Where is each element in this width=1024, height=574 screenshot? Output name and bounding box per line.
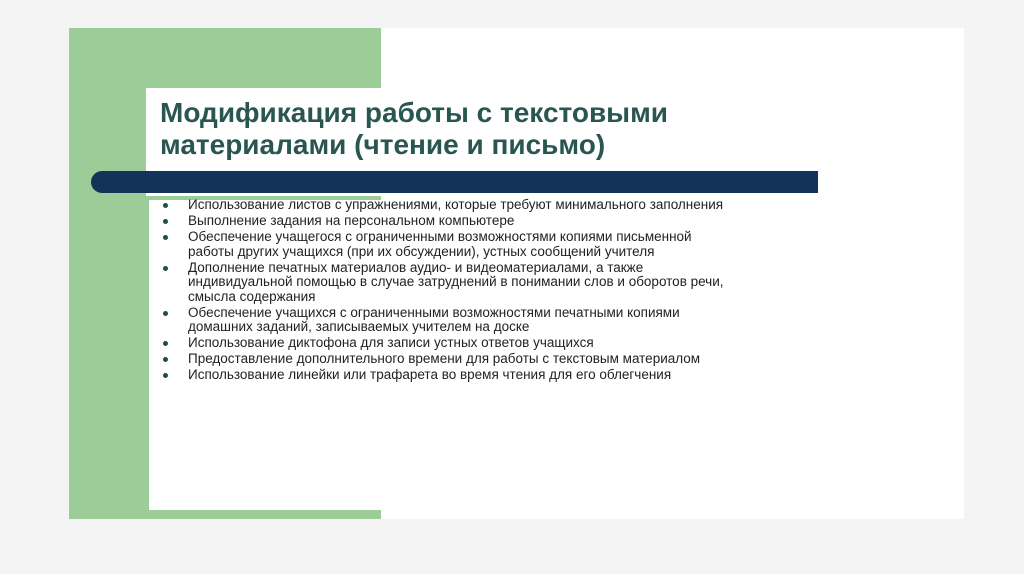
bullet-item	[159, 306, 899, 335]
bullet-item	[159, 230, 899, 259]
bullet-text-line: смысла содержания	[188, 288, 316, 304]
bullet-text-line: домашних заданий, записываемых учителем на доске	[188, 319, 530, 334]
bullet-text-line: Использование диктофона для записи устных ответов учащихся	[188, 335, 594, 350]
bullet-dot-icon	[163, 373, 168, 378]
bullet-dot-icon	[163, 357, 168, 362]
bullet-item	[159, 352, 899, 367]
bullet-item	[159, 368, 899, 383]
bullet-item	[159, 336, 899, 351]
bullet-text-line: работы других учащихся (при их обсуждении), устных сообщений учителя	[188, 243, 655, 259]
bullet-text-line: индивидуальной помощью в случае затруднений в понимании слов и оборотов речи,	[188, 274, 724, 289]
bullet-item	[159, 198, 899, 213]
bullet-dot-icon	[163, 203, 168, 208]
bullet-list	[159, 198, 899, 384]
bullet-item	[159, 261, 899, 305]
bullet-dot-icon	[163, 341, 168, 346]
bullet-text-line: Обеспечение учащихся с ограниченными возможностями печатными копиями	[188, 304, 680, 320]
bullet-text-line: Предоставление дополнительного времени для работы с текстовым материалом	[188, 351, 701, 366]
bullet-text-line: Использование линейки или трафарета во время чтения для его облегчения	[188, 367, 672, 382]
slide-title-line-1: Модификация работы с текстовыми	[160, 97, 669, 128]
bullet-dot-icon	[163, 311, 168, 316]
bullet-text-line: Выполнение задания на персональном компьютере	[188, 213, 515, 228]
bullet-dot-icon	[163, 266, 168, 271]
bullet-item	[159, 214, 899, 229]
slide-title-line-2: материалами (чтение и письмо)	[160, 129, 606, 160]
title-underline-bar	[91, 171, 818, 193]
bullet-text-line: Использование листов с упражнениями, которые требуют минимального заполнения	[188, 197, 724, 212]
bullet-text-line: Обеспечение учащегося с ограниченными возможностями копиями письменной	[188, 229, 692, 244]
bullet-text-line: Дополнение печатных материалов аудио- и видеоматериалами, а также	[188, 259, 644, 275]
bullet-dot-icon	[163, 235, 168, 240]
slide-title	[160, 97, 860, 161]
bullet-dot-icon	[163, 219, 168, 224]
slide	[69, 28, 964, 519]
